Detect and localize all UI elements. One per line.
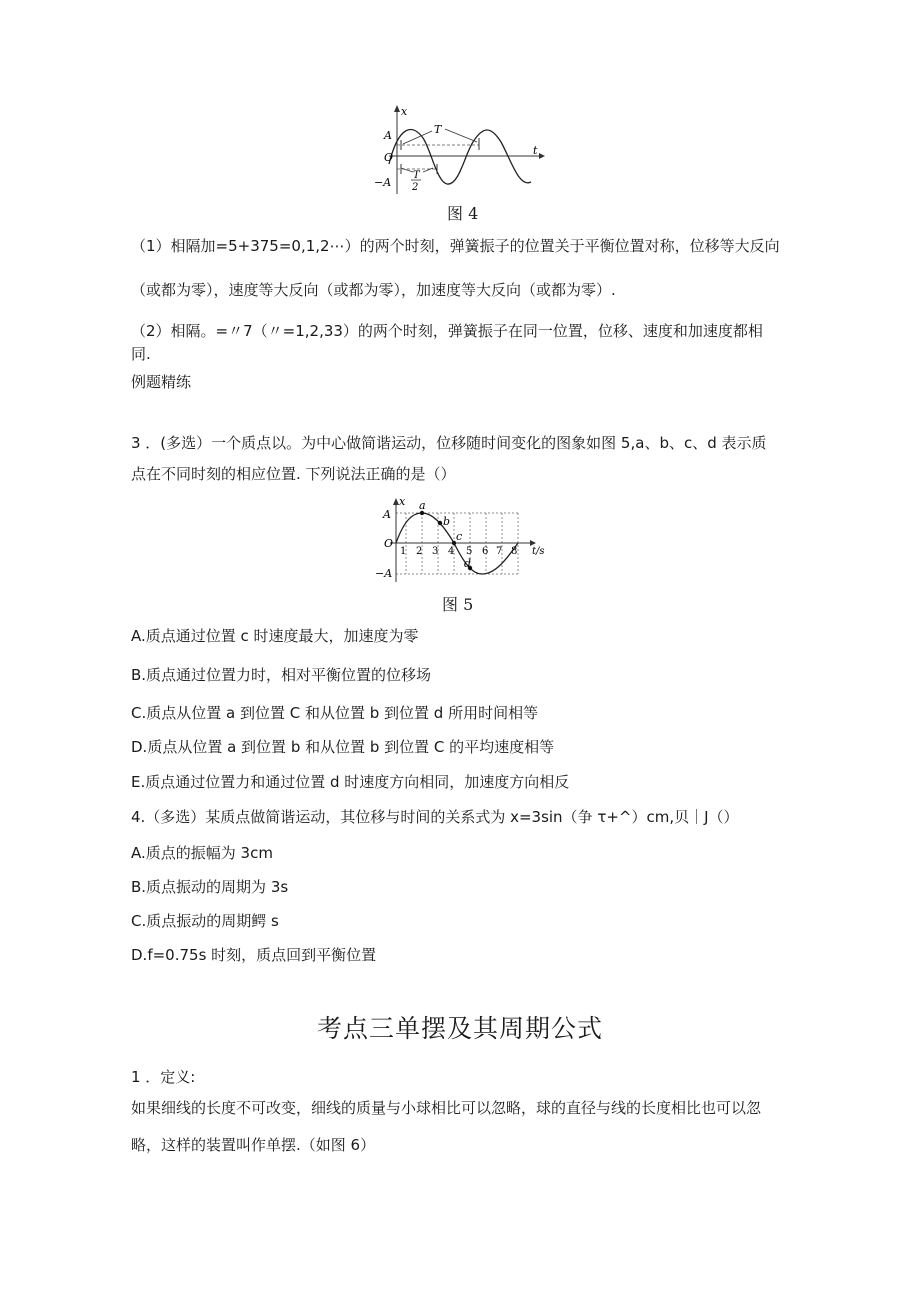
fig4-T-line-1 (403, 131, 432, 144)
fig4-x-arrow (539, 153, 545, 159)
fig5-tick-4: 4 (448, 546, 455, 557)
definition-line-2: 略，这样的装置叫作单摆.（如图 6） (131, 1136, 376, 1154)
fig5-point-b (438, 521, 442, 525)
fig5-tick-8: 8 (511, 546, 518, 557)
fig5-label-x: x (399, 496, 406, 508)
fig5-tick-2: 2 (416, 546, 423, 557)
q4-line-1: 4.（多选）某质点做简谐运动，其位移与时间的关系式为 x=3sin（争 τ+^）cm,贝｜J（） (131, 808, 739, 826)
para-1-line-1: （1）相隔加=5+375=0,1,2⋯）的两个时刻，弹簧振子的位置关于平衡位置对称，位移等大反向 (131, 237, 780, 255)
fig4-label-x: x (401, 105, 408, 118)
q3-option-d: D.质点从位置 a 到位置 b 和从位置 b 到位置 C 的平均速度相等 (131, 738, 555, 756)
para-1-line-2: （或都为零），速度等大反向（或都为零），加速度等大反向（或都为零）. (131, 281, 616, 299)
q4-option-b: B.质点振动的周期为 3s (131, 878, 289, 896)
fig4-T-line-2 (445, 129, 477, 142)
figure-5-graph (370, 496, 550, 584)
fig5-tick-6: 6 (482, 546, 489, 557)
q3-option-a: A.质点通过位置 c 时速度最大，加速度为零 (131, 627, 419, 645)
section-label: 例题精练 (131, 373, 192, 391)
fig4-label-A: A (384, 129, 392, 142)
q4-option-a: A.质点的振幅为 3cm (131, 844, 273, 862)
fig4-y-arrow (394, 105, 400, 112)
para-2-line-1: （2）相隔。=〃7（〃=1,2,33）的两个时刻，弹簧振子在同一位置，位移、速度和加速度都相 (131, 322, 763, 340)
q4-option-c: C.质点振动的周期鳄 s (131, 912, 279, 930)
definition-line-1: 如果细线的长度不可改变，细线的质量与小球相比可以忽略，球的直径与线的长度相比也可以忽 (131, 1099, 762, 1117)
fig5-label-ts: t/s (532, 546, 545, 557)
fig4-label-T2-bottom: 2 (412, 182, 419, 193)
fig5-tick-3: 3 (432, 546, 439, 557)
para-2-line-2: 同. (131, 345, 151, 363)
q3-option-b: B.质点通过位置力时，相对平衡位置的位移场 (131, 666, 432, 684)
fig5-tick-5: 5 (466, 546, 473, 557)
fig5-label-negA: −A (375, 567, 393, 580)
fig4-label-O: O (384, 151, 394, 164)
fig4-label-T2-top: T (413, 170, 420, 181)
fig5-label-b: b (443, 515, 451, 528)
section-heading: 考点三单摆及其周期公式 (316, 1014, 603, 1043)
figure-4-caption: 图 4 (447, 204, 479, 223)
figure-4-graph (367, 104, 547, 196)
fig5-label-O: O (384, 537, 394, 550)
q3-option-c: C.质点从位置 a 到位置 C 和从位置 b 到位置 d 所用时间相等 (131, 704, 539, 722)
fig4-label-t: t (533, 144, 538, 157)
definition-number: 1 ．定义: (131, 1068, 196, 1086)
fig5-tick-7: 7 (496, 546, 503, 557)
q3-line-2: 点在不同时刻的相应位置. 下列说法正确的是（） (131, 465, 456, 483)
fig5-label-a: a (419, 499, 426, 512)
fig5-label-c: c (456, 530, 463, 543)
fig4-sine-curve (389, 130, 531, 185)
figure-5-caption: 图 5 (442, 595, 474, 614)
fig5-tick-1: 1 (400, 546, 407, 557)
fig5-label-A: A (383, 508, 391, 521)
q3-option-e: E.质点通过位置力和通过位置 d 时速度方向相同，加速度方向相反 (131, 773, 570, 791)
fig4-label-T: T (434, 123, 442, 136)
fig5-label-d: d (464, 557, 472, 570)
fig4-label-negA: −A (374, 176, 392, 189)
q3-line-1: 3 ．(多选）一个质点以。为中心做简谐运动，位移随时间变化的图象如图 5,a、b、c、d 表示质 (131, 434, 767, 452)
q4-option-d: D.f=0.75s 时刻，质点回到平衡位置 (131, 946, 377, 964)
